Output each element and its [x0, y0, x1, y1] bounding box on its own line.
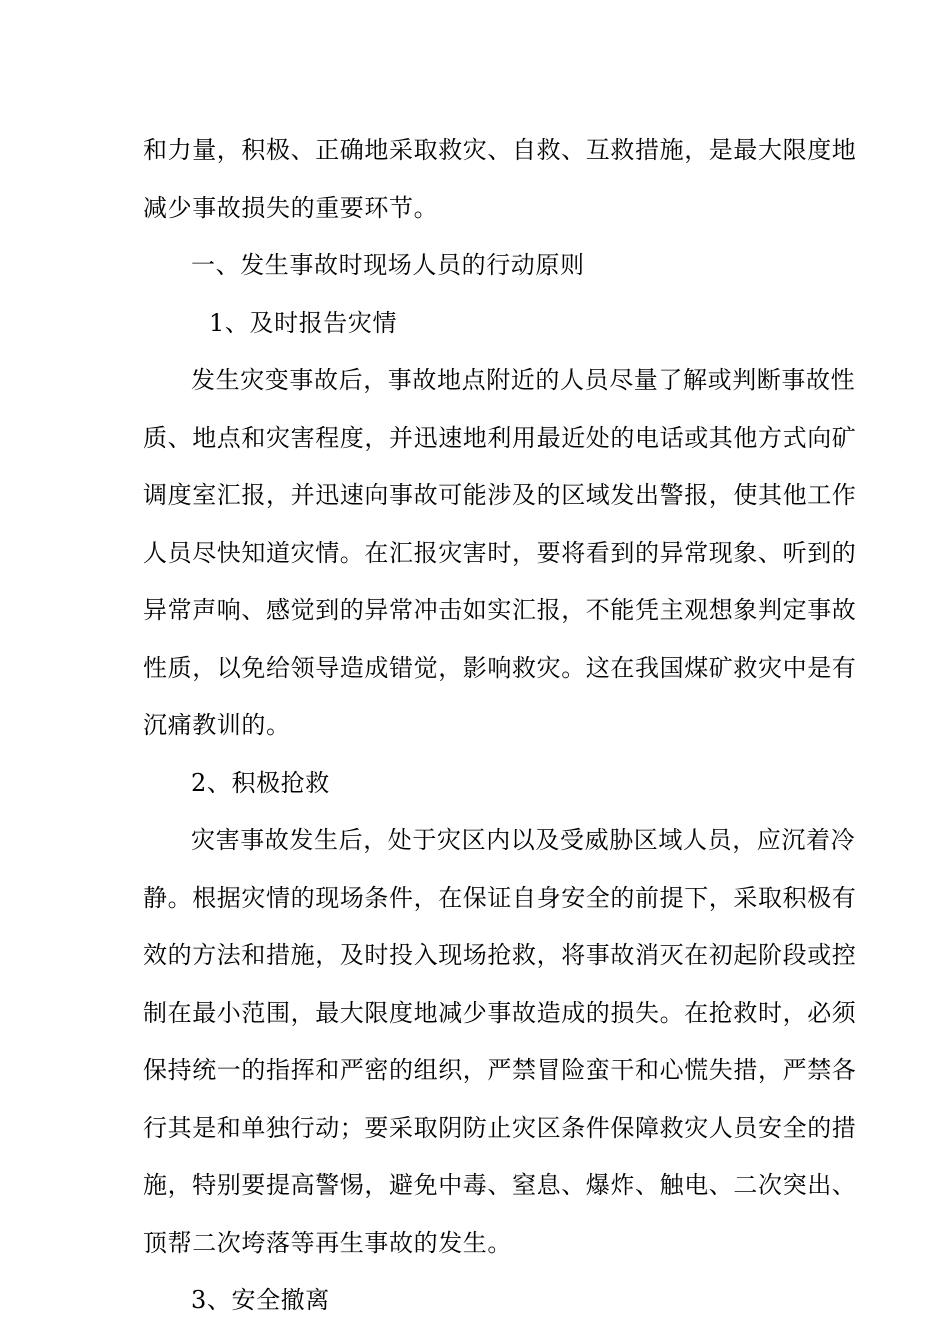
body-line: 沉痛教训的。 — [143, 711, 291, 739]
body-line: 和力量，积极、正确地采取救灾、自救、互救措施，是最大限度地 — [143, 136, 857, 164]
body-line: 调度室汇报，并迅速向事故可能涉及的区域发出警报，使其他工作 — [143, 481, 857, 509]
body-line: 减少事故损失的重要环节。 — [143, 194, 439, 222]
subheading: 3、安全撤离 — [191, 1286, 330, 1314]
body-line: 静。根据灾情的现场条件，在保证自身安全的前提下，采取积极有 — [143, 884, 857, 912]
subheading: 1、及时报告灾情 — [209, 309, 398, 337]
body-line: 顶帮二次垮落等再生事故的发生。 — [143, 1229, 512, 1257]
body-line: 效的方法和措施，及时投入现场抢救，将事故消灭在初起阶段或控 — [143, 941, 857, 969]
body-line: 发生灾变事故后，事故地点附近的人员尽量了解或判断事故性 — [191, 366, 856, 394]
body-line: 质、地点和灾害程度，并迅速地利用最近处的电话或其他方式向矿 — [143, 424, 857, 452]
body-line: 性质，以免给领导造成错觉，影响救灾。这在我国煤矿救灾中是有 — [143, 654, 857, 682]
body-line: 保持统一的指挥和严密的组织，严禁冒险蛮干和心慌失措，严禁各 — [143, 1056, 857, 1084]
body-line: 施，特别要提高警惕，避免中毒、窒息、爆炸、触电、二次突出、 — [143, 1171, 857, 1199]
subheading: 2、积极抢救 — [191, 769, 330, 797]
body-line: 行其是和单独行动；要采取阴防止灾区条件保障救灾人员安全的措 — [143, 1114, 857, 1142]
body-line: 人员尽快知道灾情。在汇报灾害时，要将看到的异常现象、听到的 — [143, 539, 857, 567]
body-line: 制在最小范围，最大限度地减少事故造成的损失。在抢救时，必须 — [143, 999, 857, 1027]
body-line: 异常声响、感觉到的异常冲击如实汇报，不能凭主观想象判定事故 — [143, 596, 857, 624]
body-line: 灾害事故发生后，处于灾区内以及受威胁区域人员，应沉着冷 — [191, 826, 856, 854]
section-heading: 一、发生事故时现场人员的行动原则 — [191, 251, 585, 279]
